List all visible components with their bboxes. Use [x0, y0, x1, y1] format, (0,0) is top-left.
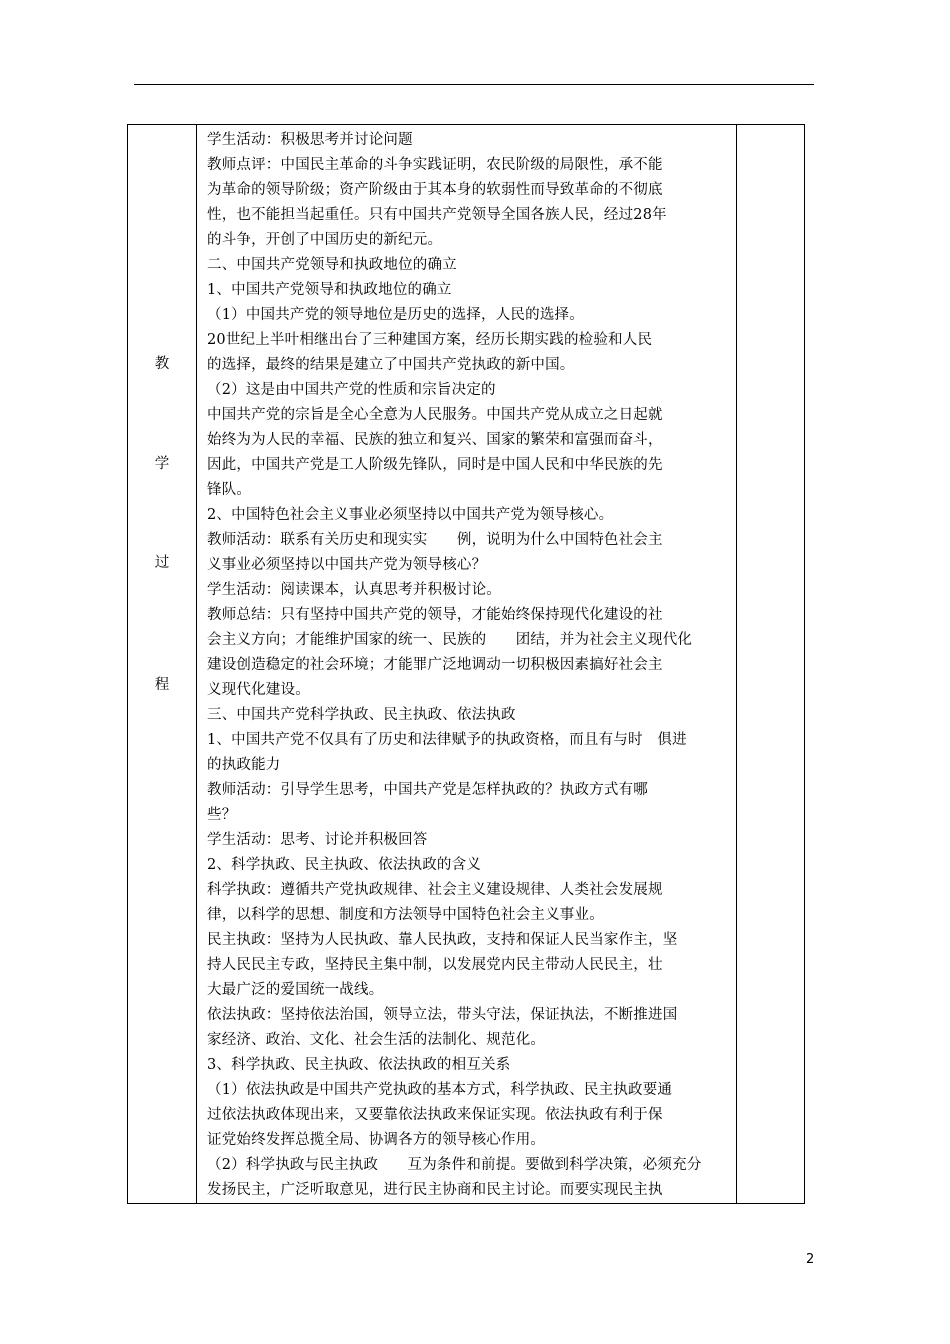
content-line: 的执政能力	[207, 757, 281, 773]
content-line: 学生活动：积极思考并讨论问题	[207, 132, 413, 148]
teaching-content-cell	[197, 125, 737, 1204]
content-line: 学生活动：思考、讨论并积极回答	[207, 832, 428, 848]
content-line: 民主执政：坚持为人民执政、靠人民执政，支持和保证人民当家作主，坚	[207, 932, 678, 948]
section-label-char: 教	[154, 356, 170, 372]
content-line: 始终为为人民的幸福、民族的独立和复兴、国家的繁荣和富强而奋斗，	[207, 432, 663, 448]
content-line: 教师点评：中国民主革命的斗争实践证明，农民阶级的局限性，承不能	[207, 157, 663, 173]
content-line: 义事业必须坚持以中国共产党为领导核心？	[207, 557, 487, 573]
content-line: 3、科学执政、民主执政、依法执政的相互关系	[207, 1057, 511, 1073]
content-line: 的选择，最终的结果是建立了中国共产党执政的新中国。	[207, 357, 575, 373]
content-line: 中国共产党的宗旨是全心全意为人民服务。中国共产党从成立之日起就	[207, 407, 663, 423]
content-line: 过依法执政体现出来，又要靠依法执政来保证实现。依法执政有利于保	[207, 1107, 663, 1123]
content-line: 1、中国共产党不仅具有了历史和法律赋予的执政资格，而且有与时 俱进	[207, 732, 687, 748]
content-line: 三、中国共产党科学执政、民主执政、依法执政	[207, 707, 516, 723]
content-line: 些？	[207, 807, 237, 823]
content-line: （2）科学执政与民主执政 互为条件和前提。要做到科学决策，必须充分	[207, 1157, 702, 1173]
content-line: 持人民民主专政，坚持民主集中制，以发展党内民主带动人民民主，壮	[207, 957, 663, 973]
content-line: 2、科学执政、民主执政、依法执政的含义	[207, 857, 482, 873]
content-line: 依法执政：坚持依法治国，领导立法，带头守法，保证执法，不断推进国	[207, 1007, 678, 1023]
page-number: 2	[806, 1252, 815, 1267]
content-line: 科学执政：遵循共产党执政规律、社会主义建设规律、人类社会发展规	[207, 882, 663, 898]
content-line: 2、中国特色社会主义事业必须坚持以中国共产党为领导核心。	[207, 507, 614, 523]
content-line: 家经济、政治、文化、社会生活的法制化、规范化。	[207, 1032, 546, 1048]
lesson-plan-table	[127, 124, 805, 1204]
content-line: 1、中国共产党领导和执政地位的确立	[207, 282, 452, 298]
content-line: （2）这是由中国共产党的性质和宗旨决定的	[207, 382, 496, 398]
table-row	[128, 125, 805, 1204]
content-line: 教师活动：联系有关历史和现实实 例，说明为什么中国特色社会主	[207, 532, 663, 548]
content-line: 因此，中国共产党是工人阶级先锋队，同时是中国人民和中华民族的先	[207, 457, 663, 473]
section-label-char: 过	[154, 555, 170, 571]
content-line: 20世纪上半叶相继出台了三种建国方案，经历长期实践的检验和人民	[207, 332, 653, 348]
content-line: 律，以科学的思想、制度和方法领导中国特色社会主义事业。	[207, 907, 604, 923]
content-line: 大最广泛的爱国统一战线。	[207, 982, 384, 998]
section-label-char: 程	[154, 677, 170, 693]
content-line: 性，也不能担当起重任。只有中国共产党领导全国各族人民，经过28年	[207, 207, 667, 223]
content-line: 学生活动：阅读课本，认真思考并积极讨论。	[207, 582, 501, 598]
section-label-cell	[128, 125, 197, 1204]
content-line: 义现代化建设。	[207, 682, 310, 698]
notes-cell	[737, 125, 805, 1204]
content-line: （1）中国共产党的领导地位是历史的选择，人民的选择。	[207, 307, 584, 323]
content-line: （1）依法执政是中国共产党执政的基本方式，科学执政、民主执政要通	[207, 1082, 673, 1098]
content-line: 为革命的领导阶级；资产阶级由于其本身的软弱性而导致革命的不彻底	[207, 182, 663, 198]
content-line: 的斗争，开创了中国历史的新纪元。	[207, 232, 443, 248]
content-line: 发扬民主，广泛听取意见，进行民主协商和民主讨论。而要实现民主执	[207, 1182, 663, 1198]
content-line: 锋队。	[207, 482, 252, 498]
section-label-char: 学	[154, 456, 170, 472]
content-line: 会主义方向；才能维护国家的统一、民族的 团结，并为社会主义现代化	[207, 632, 693, 648]
content-line: 教师活动：引导学生思考，中国共产党是怎样执政的？执政方式有哪	[207, 782, 648, 798]
content-line: 证党始终发挥总揽全局、协调各方的领导核心作用。	[207, 1132, 546, 1148]
content-line: 建设创造稳定的社会环境；才能罪广泛地调动一切积极因素搞好社会主	[207, 657, 663, 673]
content-line: 教师总结：只有坚持中国共产党的领导，才能始终保持现代化建设的社	[207, 607, 663, 623]
content-line: 二、中国共产党领导和执政地位的确立	[207, 257, 457, 273]
header-rule	[134, 84, 814, 85]
